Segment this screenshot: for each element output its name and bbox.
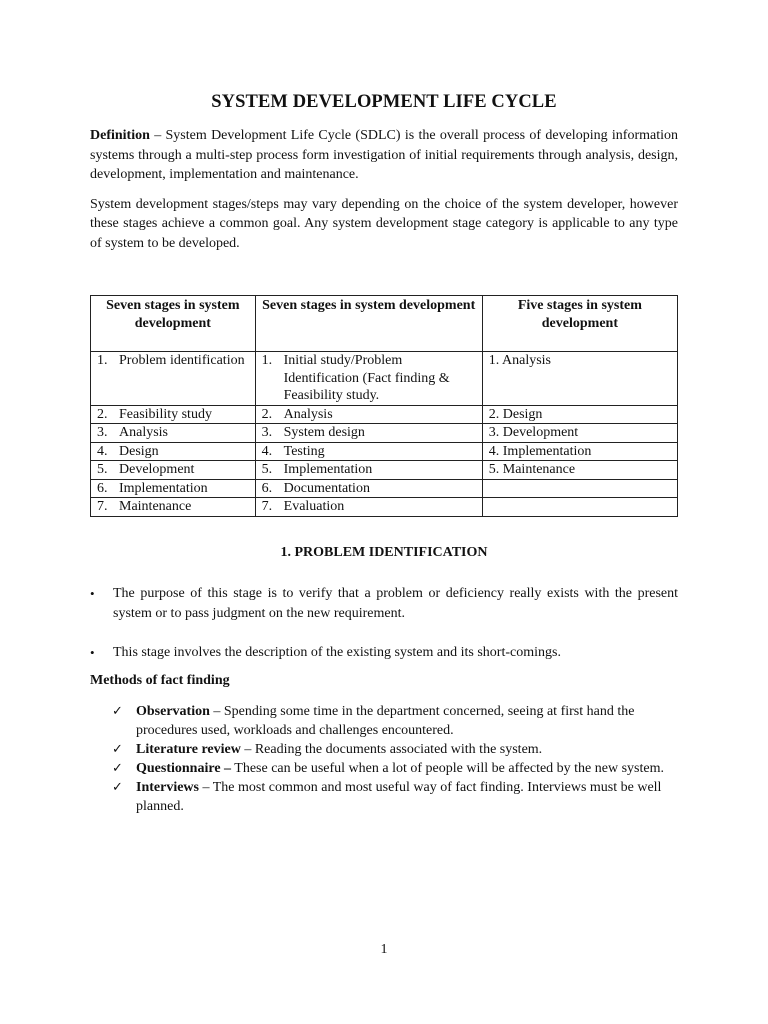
table-row [91, 424, 678, 443]
table-header-row [91, 296, 678, 352]
method-desc: – The most common and most useful way of fact finding. Interviews must be well planned. [136, 780, 662, 814]
table-cell [91, 479, 256, 498]
cell-text: System design [283, 425, 365, 440]
list-number: 3. [261, 425, 273, 440]
method-term: Literature review [136, 742, 241, 757]
table-row [91, 442, 678, 461]
table-cell [91, 424, 256, 443]
definition-paragraph [90, 126, 678, 185]
table-cell [91, 442, 256, 461]
list-number: 5. [261, 462, 273, 477]
cell-text: Implementation [283, 462, 373, 477]
table-cell [255, 498, 482, 517]
table-cell [255, 405, 482, 424]
table-cell [91, 405, 256, 424]
table-cell [255, 352, 482, 406]
cell-text: Development [119, 462, 195, 477]
list-number: 2. [261, 406, 273, 422]
document-page [90, 92, 678, 814]
table-header-cell: Seven stages in system development [91, 296, 256, 352]
definition-label: Definition [90, 128, 150, 143]
table-cell: 1. Analysis [482, 352, 677, 406]
list-number: 7. [261, 499, 273, 514]
table-cell [255, 442, 482, 461]
list-item [112, 740, 678, 759]
bullet-item [90, 584, 678, 623]
cell-text: Analysis [283, 406, 333, 422]
table-row [91, 498, 678, 517]
table-cell [91, 498, 256, 517]
table-row [91, 405, 678, 424]
bullet-icon: • [90, 586, 95, 601]
list-number: 7. [97, 499, 108, 514]
table-cell: 3. Development [482, 424, 677, 443]
table-cell [91, 352, 256, 406]
stages-paragraph: System development stages/steps may vary depending on the choice of the system developer, however these stages achieve a common goal. Any system development stage category is applicable to any type of system to be developed. [90, 196, 678, 251]
page-number: 1 [380, 942, 388, 957]
table-cell [91, 461, 256, 480]
checkmark-icon: ✓ [112, 742, 123, 757]
list-item [112, 759, 678, 778]
cell-text: Analysis [119, 425, 168, 440]
table-cell [482, 498, 677, 517]
list-item [112, 702, 678, 740]
table-row [91, 352, 678, 406]
methods-heading: Methods of fact finding [90, 673, 230, 688]
method-desc: – Reading the documents associated with the system. [240, 742, 543, 757]
method-desc: – Spending some time in the department concerned, seeing at first hand the procedures used, workloads and challenges encountered. [136, 704, 635, 738]
cell-text: Design [119, 443, 159, 459]
table-cell: 4. Implementation [482, 442, 677, 461]
list-number: 1. [97, 353, 108, 368]
method-term: Observation [136, 704, 210, 719]
method-term: Interviews [136, 780, 199, 795]
table-header-cell: Five stages in system development [482, 296, 677, 352]
cell-text: Implementation [119, 480, 208, 496]
checkmark-icon: ✓ [112, 704, 123, 719]
list-number: 6. [97, 480, 108, 496]
table-header-cell: Seven stages in system development [255, 296, 482, 352]
list-number: 3. [97, 425, 108, 440]
list-number: 4. [97, 443, 108, 459]
bullet-item [90, 643, 678, 663]
list-number: 6. [261, 480, 273, 496]
methods-list [112, 702, 678, 816]
checkmark-icon: ✓ [112, 780, 123, 795]
definition-text: – System Development Life Cycle (SDLC) is the overall process of developing information systems through a multi-step process form investigation of initial requirements through analysis, design, development, implementation and maintenance. [90, 128, 678, 182]
table-cell [255, 479, 482, 498]
bullet-text: The purpose of this stage is to verify that a problem or deficiency really exists with the present system or to pass judgment on the new requirement. [113, 586, 678, 621]
cell-text: Feasibility study [119, 406, 212, 422]
list-item [112, 778, 678, 816]
table-row [91, 461, 678, 480]
cell-text: Maintenance [119, 499, 192, 514]
table-cell [255, 424, 482, 443]
table-cell [255, 461, 482, 480]
checkmark-icon: ✓ [112, 761, 123, 776]
table-cell [482, 479, 677, 498]
page-title: SYSTEM DEVELOPMENT LIFE CYCLE [211, 92, 557, 112]
method-term: Questionnaire – [136, 761, 232, 776]
bullet-text: This stage involves the description of the existing system and its short-comings. [113, 645, 561, 660]
section-heading: 1. PROBLEM IDENTIFICATION [280, 545, 488, 560]
table-cell: 2. Design [482, 405, 677, 424]
list-number: 1. [261, 353, 273, 368]
stages-table [90, 295, 678, 517]
cell-text: Testing [283, 443, 325, 459]
table-row [91, 479, 678, 498]
cell-text: Documentation [283, 480, 370, 496]
method-desc: These can be useful when a lot of people will be affected by the new system. [231, 761, 664, 776]
cell-text: Initial study/Problem Identification (Fact finding & Feasibility study. [283, 353, 450, 403]
cell-text: Evaluation [283, 499, 345, 514]
list-number: 2. [97, 406, 108, 422]
cell-text: Problem identification [119, 353, 245, 368]
list-number: 4. [261, 443, 273, 459]
list-number: 5. [97, 462, 108, 477]
table-cell: 5. Maintenance [482, 461, 677, 480]
bullet-icon: • [90, 645, 95, 660]
